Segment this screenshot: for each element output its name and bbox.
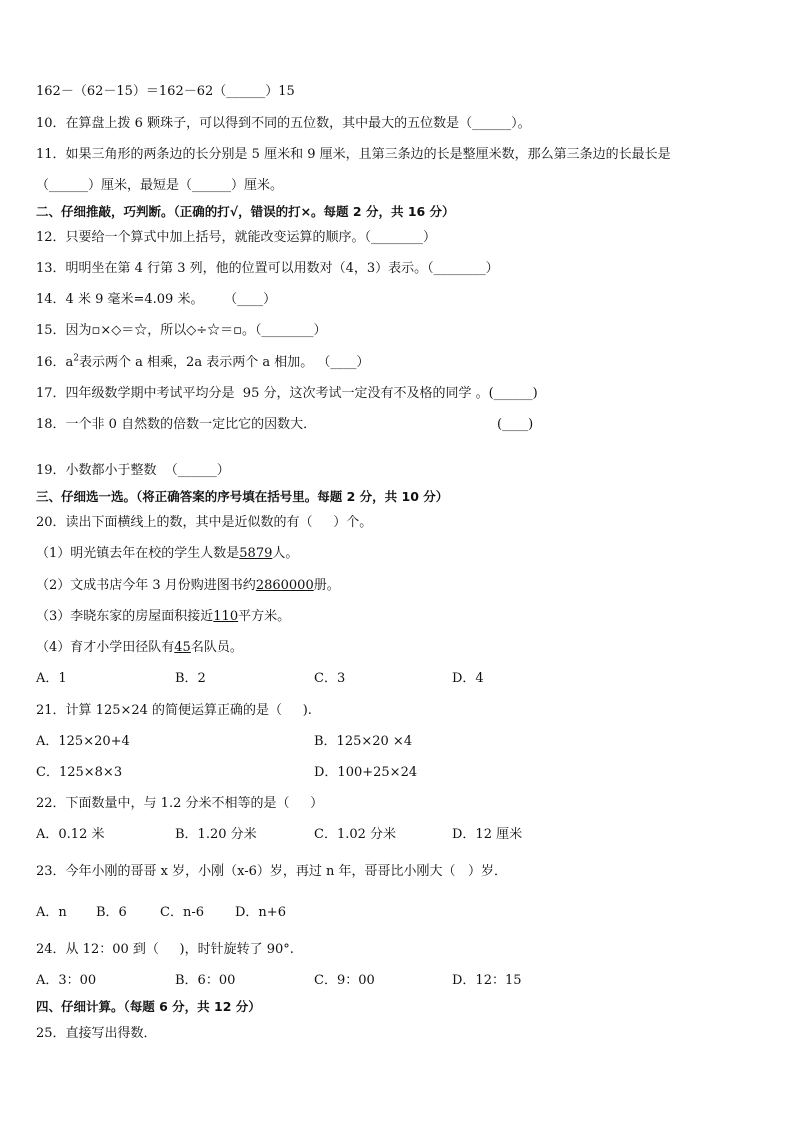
q24-option-b: B．6：00 xyxy=(175,973,236,988)
section-4-heading: 四、仔细计算。（每题 6 分，共 12 分） xyxy=(36,999,261,1014)
section-2-heading: 二、仔细推敲，巧判断。（正确的打√，错误的打×。每题 2 分，共 16 分） xyxy=(36,204,455,219)
q24-option-d: D．12：15 xyxy=(452,973,522,988)
q24-option-a: A．3：00 xyxy=(36,973,97,988)
q23-option-c: C．n-6 xyxy=(160,905,204,920)
question-14: 14．4 米 9 毫米=4.09 米。 （____） xyxy=(36,292,277,307)
question-15: 15．因为▫×◇＝☆，所以◇÷☆＝▫。（________） xyxy=(36,323,327,338)
question-25: 25．直接写出得数． xyxy=(36,1026,157,1041)
q21-option-d: D．100+25×24 xyxy=(314,765,418,780)
question-20-item-4: （4）育才小学田径队有45名队员。 xyxy=(36,640,243,655)
question-20-item-3: （3）李晓东家的房屋面积接近110平方米。 xyxy=(36,609,291,624)
question-20-item-2: （2）文成书店今年 3 月份购进图书约2860000册。 xyxy=(36,578,340,593)
question-11: 11．如果三角形的两条边的长分别是 5 厘米和 9 厘米，且第三条边的长是整厘米数，那么第三条边的长最长是 xyxy=(36,147,671,162)
q20-option-d: D．4 xyxy=(452,671,484,686)
q21-option-c: C．125×8×3 xyxy=(36,765,123,780)
q22-option-b: B．1.20 分米 xyxy=(175,827,257,842)
question-24: 24．从 12：00 到（ )，时针旋转了 90°. xyxy=(36,942,294,957)
question-21: 21．计算 125×24 的简便运算正确的是（ ). xyxy=(36,703,312,718)
q23-option-a: A．n xyxy=(36,905,67,920)
line-9-continued: 162－（62－15）＝162－62（______）15 xyxy=(36,84,295,99)
question-16: 16．$a^2$表示两个 a 相乘，2a 表示两个 a 相加。 （____） xyxy=(36,353,370,370)
q22-option-d: D．12 厘米 xyxy=(452,827,523,842)
question-20: 20．读出下面横线上的数，其中是近似数的有（ ）个。 xyxy=(36,515,373,530)
question-20-item-1: （1）明光镇去年在校的学生人数是5879人。 xyxy=(36,546,299,561)
q21-option-b: B．125×20 ×4 xyxy=(314,734,413,749)
question-10: 10．在算盘上拨 6 颗珠子，可以得到不同的五位数，其中最大的五位数是（______）。 xyxy=(36,116,531,131)
question-23: 23．今年小刚的哥哥 x 岁，小刚（x-6）岁，再过 n 年，哥哥比小刚大（ ）岁． xyxy=(36,864,507,879)
q24-option-c: C．9：00 xyxy=(314,973,375,988)
q21-option-a: A．125×20+4 xyxy=(36,734,130,749)
question-18-blank: (____) xyxy=(497,417,534,432)
q23-option-d: D．n+6 xyxy=(235,905,286,920)
q20-option-c: C．3 xyxy=(314,671,346,686)
q22-option-c: C．1.02 分米 xyxy=(314,827,397,842)
question-11-cont: （______）厘米，最短是（______）厘米。 xyxy=(36,178,284,193)
question-17: 17．四年级数学期中考试平均分是 95 分，这次考试一定没有不及格的同学 。(______) xyxy=(36,386,538,401)
question-13: 13．明明坐在第 4 行第 3 列，他的位置可以用数对（4，3）表示。（________） xyxy=(36,261,499,276)
question-18: 18．一个非 0 自然数的倍数一定比它的因数大． xyxy=(36,417,317,432)
q20-option-b: B．2 xyxy=(175,671,206,686)
q22-option-a: A．0.12 米 xyxy=(36,827,105,842)
question-19: 19．小数都小于整数 （______） xyxy=(36,463,230,478)
section-3-heading: 三、仔细选一选。（将正确答案的序号填在括号里。每题 2 分，共 10 分） xyxy=(36,489,449,504)
question-22: 22．下面数量中，与 1.2 分米不相等的是（ ） xyxy=(36,796,324,811)
q23-option-b: B．6 xyxy=(96,905,127,920)
q20-option-a: A．1 xyxy=(36,671,67,686)
question-12: 12．只要给一个算式中加上括号，就能改变运算的顺序。（________） xyxy=(36,230,437,245)
